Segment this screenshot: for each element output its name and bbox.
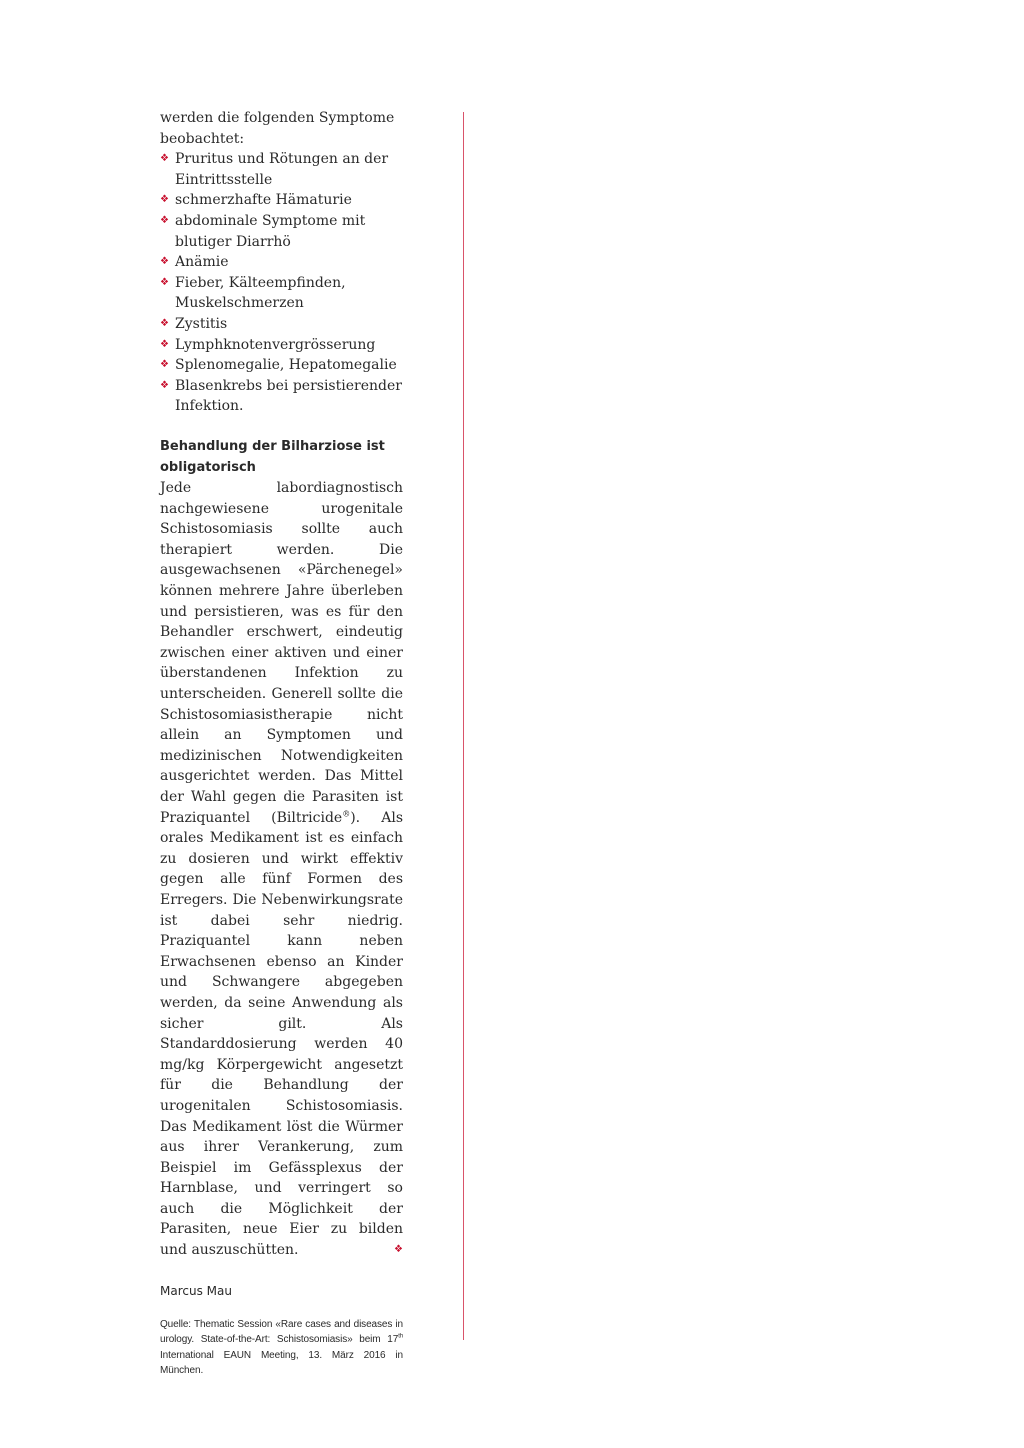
symptom-item (160, 149, 403, 190)
symptom-item (160, 376, 403, 417)
end-mark-icon: ❖ (394, 1244, 403, 1256)
column-divider (463, 112, 464, 1340)
symptom-item (160, 252, 403, 273)
symptom-text: Splenomegalie, Hepatomegalie (175, 357, 397, 374)
symptom-text: Anämie (175, 254, 229, 271)
symptom-text: Fieber, Kälteempfinden, Muskelschmerzen (175, 274, 346, 312)
section-heading: Behandlung der Bilharziose ist obligatorisch (160, 438, 385, 475)
body-paragraph (160, 478, 403, 1261)
body-text-part1: Jede labordiagnostisch nachgewiesene urogenitale Schistosomiasis sollte auch therapiert werden. Die ausgewachsenen «Pärchenegel» können mehrere Jahre überleben und persistieren, was es für den Behandler erschwert, eindeutig zwischen einer aktiven und einer überstandenen Infektion zu unterscheiden. Generell sollte die Schistosomiasistherapie nicht allein an Symptomen und medizinischen Notwendigkeiten ausgerichtet werden. Das Mittel der Wahl gegen die Parasiten ist Praziquantel (Biltricide (160, 480, 403, 826)
bullet-icon: ❖ (160, 276, 169, 288)
symptom-item (160, 355, 403, 376)
symptom-item (160, 273, 403, 314)
bullet-icon: ❖ (160, 256, 169, 268)
source-text-end: International EAUN Meeting, 13. März 2016 in München. (160, 1349, 403, 1377)
bullet-icon: ❖ (160, 317, 169, 329)
intro-text: werden die folgenden Symptome beobachtet: (160, 110, 395, 147)
source-text-start: Quelle: Thematic Session «Rare cases and diseases in urology. State-of-the-Art: Schistosomiasis» beim 17 (160, 1318, 403, 1346)
symptom-text: Zystitis (175, 315, 228, 332)
symptom-text: Blasenkrebs bei persistierender Infektion. (175, 377, 402, 415)
symptom-text: Lymphknotenvergrösserung (175, 336, 376, 353)
registered-mark: ® (342, 808, 351, 818)
body-text-part2: ). Als orales Medikament ist es einfach zu dosieren und wirkt effektiv gegen alle fünf Formen des Erregers. Die Nebenwirkungsrate ist dabei sehr niedrig. Praziquantel kann neben Erwachsenen ebenso an Kinder und Schwangere abgegeben werden, da seine Anwendung als sicher gilt. Als Standarddosierung werden 40 mg/kg Körpergewicht angesetzt für die Behandlung der urogenitalen Schistosomiasis. Das Medikament löst die Würmer aus ihrer Verankerung, zum Beispiel im Gefässplexus der Harnblase, und verringert so auch die Möglichkeit der Parasiten, neue Eier zu bilden und auszuschütten. (160, 809, 404, 1259)
bullet-icon: ❖ (160, 359, 169, 371)
source-superscript: th (398, 1333, 403, 1340)
source-note (160, 1317, 403, 1379)
symptom-list (160, 149, 403, 417)
article-column (160, 108, 403, 1379)
author-name: Marcus Mau (160, 1283, 232, 1298)
symptom-text: abdominale Symptome mit blutiger Diarrhö (175, 212, 366, 250)
symptom-text: Pruritus und Rötungen an der Eintrittsstelle (175, 151, 389, 188)
symptom-text: schmerzhafte Hämaturie (175, 192, 352, 209)
symptom-item (160, 335, 403, 356)
symptom-item (160, 190, 403, 211)
symptom-item (160, 211, 403, 252)
bullet-icon: ❖ (160, 338, 169, 350)
bullet-icon: ❖ (160, 194, 169, 206)
bullet-icon: ❖ (160, 153, 169, 165)
symptom-item (160, 314, 403, 335)
bullet-icon: ❖ (160, 214, 169, 226)
bullet-icon: ❖ (160, 379, 169, 391)
